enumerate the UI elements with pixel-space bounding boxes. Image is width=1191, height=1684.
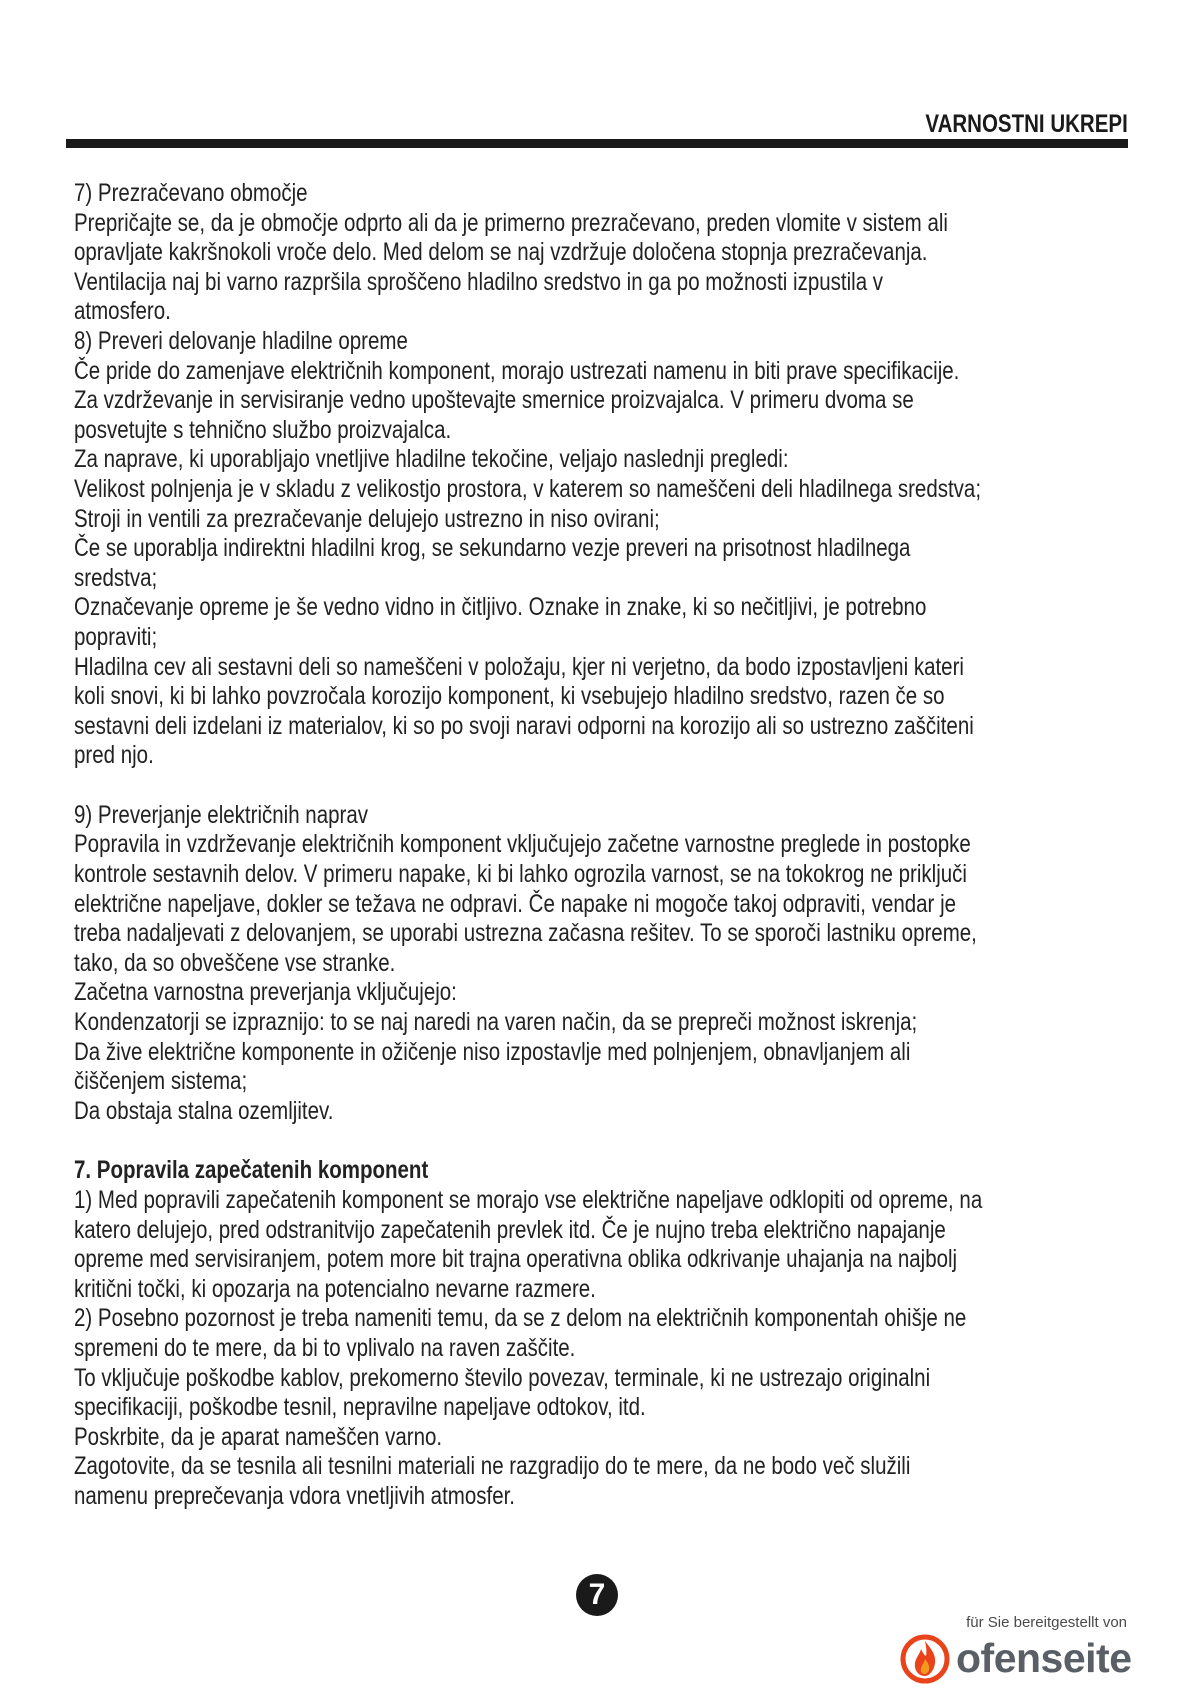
paragraph-line: To vključuje poškodbe kablov, prekomerno število povezav, terminale, ki ne ustrezajo originalni	[74, 1363, 931, 1392]
paragraph-line: atmosfero.	[74, 297, 171, 326]
paragraph-line: Za naprave, ki uporabljajo vnetljive hladilne tekočine, veljajo naslednji pregledi:	[74, 445, 789, 474]
paragraph-line: tako, da so obveščene vse stranke.	[74, 948, 396, 977]
paragraph-line: Če pride do zamenjave električnih komponent, morajo ustrezati namenu in biti prave specifikacije.	[74, 356, 960, 385]
paragraph-line: Zagotovite, da se tesnila ali tesnilni materiali ne razgradijo do te mere, da ne bodo več služili	[74, 1452, 911, 1481]
paragraph-line: Hladilna cev ali sestavni deli so nameščeni v položaju, kjer ni verjetno, da bodo izpostavljeni kateri	[74, 652, 964, 681]
provided-by-caption: für Sie bereitgestellt von	[966, 1614, 1127, 1631]
paragraph-line: sestavni deli izdelani iz materialov, ki so po svoji naravi odporni na korozijo ali so ustrezno zaščiteni	[74, 711, 974, 740]
paragraph-line: koli snovi, ki bi lahko povzročala korozijo komponent, ki vsebujejo hladilno sredstvo, razen če so	[74, 682, 945, 711]
paragraph-line: 1) Med popravili zapečatenih komponent se morajo vse električne napeljave odklopiti od opreme, na	[74, 1186, 983, 1214]
flame-icon	[898, 1632, 952, 1684]
ofenseite-logo	[898, 1632, 1132, 1684]
paragraph-line: namenu preprečevanja vdora vnetljivih atmosfer.	[74, 1481, 515, 1510]
page-number-badge: 7	[576, 1574, 618, 1616]
paragraph-line: Začetna varnostna preverjanja vključujejo:	[74, 978, 457, 1007]
paragraph-line: Ventilacija naj bi varno razpršila sproščeno hladilno sredstvo in ga po možnosti izpustila v	[74, 267, 884, 296]
document-body	[74, 179, 1132, 1512]
paragraph-line: Kondenzatorji se izpraznijo: to se naj naredi na varen način, da se prepreči možnost iskrenja;	[74, 1008, 918, 1037]
paragraph-line: 2) Posebno pozornost je treba nameniti temu, da se z delom na električnih komponentah ohišje ne	[74, 1304, 967, 1333]
paragraph-line: popraviti;	[74, 622, 158, 651]
paragraph-line: Označevanje opreme je še vedno vidno in čitljivo. Oznake in znake, ki so nečitljivi, je potrebno	[74, 593, 927, 622]
paragraph-line: kritični točki, ki opozarja na potencialno nevarne razmere.	[74, 1274, 596, 1303]
paragraph-line: katero delujejo, pred odstranitvijo zapečatenih prevlek itd. Če je nujno treba električno napajanje	[74, 1215, 946, 1244]
section-heading-sealed-components: 7. Popravila zapečatenih komponent	[74, 1156, 429, 1185]
section-heading-refrigeration-check: 8) Preveri delovanje hladilne opreme	[74, 326, 408, 355]
paragraph-line: kontrole sestavnih delov. V primeru napake, ki bi lahko ogrozila varnost, se na tokokrog ne priključi	[74, 860, 967, 889]
paragraph-line: Prepričajte se, da je območje odprto ali da je primerno prezračevano, preden vlomite v sistem ali	[74, 208, 948, 237]
paragraph-line: sredstva;	[74, 563, 158, 592]
section-heading-electrical-check: 9) Preverjanje električnih naprav	[74, 800, 368, 829]
page-header-title: VARNOSTNI UKREPI	[925, 110, 1128, 138]
header-divider	[66, 139, 1128, 148]
paragraph-line: opreme med servisiranjem, potem more bit trajna operativna oblika odkrivanje uhajanja na najbolj	[74, 1245, 958, 1274]
paragraph-line: posvetujte s tehnično službo proizvajalca.	[74, 415, 452, 444]
paragraph-line: Velikost polnjenja je v skladu z velikostjo prostora, v katerem so nameščeni deli hladilnega sredstva;	[74, 474, 982, 503]
section-heading-ventilated-area: 7) Prezračevano območje	[74, 179, 308, 207]
paragraph-line: električne napeljave, dokler se težava ne odpravi. Če napake ni mogoče takoj odpraviti, vendar je	[74, 889, 957, 918]
paragraph-line: treba nadaljevati z delovanjem, se uporabi ustrezna začasna rešitev. To se sporoči lastniku opreme,	[74, 919, 977, 948]
logo-wordmark: ofenseite	[956, 1634, 1132, 1681]
paragraph-line: pred njo.	[74, 741, 154, 770]
paragraph-line: specifikaciji, poškodbe tesnil, nepravilne napeljave odtokov, itd.	[74, 1393, 646, 1422]
paragraph-line: Poskrbite, da je aparat nameščen varno.	[74, 1422, 443, 1451]
paragraph-line: opravljate kakršnokoli vroče delo. Med delom se naj vzdržuje določena stopnja prezračevanja.	[74, 238, 928, 267]
paragraph-line: Da obstaja stalna ozemljitev.	[74, 1096, 334, 1125]
paragraph-line: Da žive električne komponente in ožičenje niso izpostavlje med polnjenjem, obnavljanjem ali	[74, 1037, 911, 1066]
paragraph-line: Popravila in vzdrževanje električnih komponent vključujejo začetne varnostne preglede in postopke	[74, 830, 971, 859]
paragraph-line: Če se uporablja indirektni hladilni krog, se sekundarno vezje preveri na prisotnost hladilnega	[74, 534, 911, 563]
paragraph-line: spremeni do te mere, da bi to vplivalo na raven zaščite.	[74, 1333, 576, 1362]
paragraph-line: Za vzdrževanje in servisiranje vedno upoštevajte smernice proizvajalca. V primeru dvoma se	[74, 386, 914, 415]
paragraph-line: Stroji in ventili za prezračevanje delujejo ustrezno in niso ovirani;	[74, 504, 660, 533]
paragraph-line: čiščenjem sistema;	[74, 1067, 248, 1096]
